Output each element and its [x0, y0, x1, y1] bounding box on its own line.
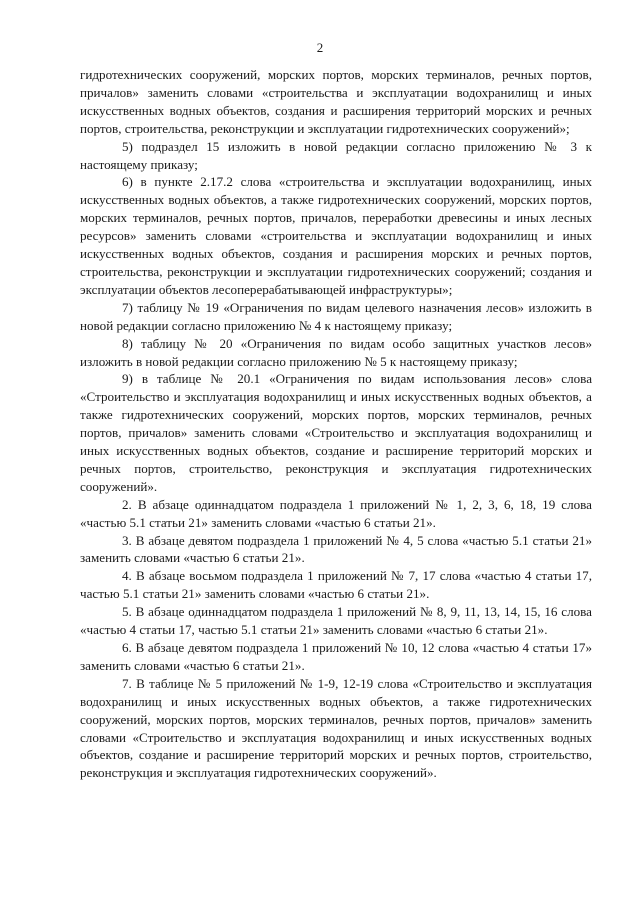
page-number: 2 [316, 40, 324, 55]
paragraph: 4. В абзаце восьмом подраздела 1 приложений № 7, 17 слова «частью 4 статьи 17, частью 5.1 статьи 21» заменить словами «частью 6 статьи 21». [80, 568, 592, 602]
paragraph: 9) в таблице № 20.1 «Ограничения по видам использования лесов» слова «Строительство и эксплуатация водохранилищ и иных искусственных водных объектов, а также гидротехнических сооружений, морских портов, морских терминалов, речных портов, причалов» заменить словами «Строительство и эксплуатация водохранилищ и иных искусственных водных объектов, создание и расширение территорий морских и речных портов, строительство, реконструкция и эксплуатация гидротехнических сооружений». [80, 371, 592, 494]
paragraph: 3. В абзаце девятом подраздела 1 приложений № 4, 5 слова «частью 5.1 статьи 21» заменить словами «частью 6 статьи 21». [80, 532, 592, 566]
paragraph: 2. В абзаце одиннадцатом подраздела 1 приложений № 1, 2, 3, 6, 18, 19 слова «частью 5.1 статьи 21» заменить словами «частью 6 статьи 21». [80, 496, 592, 530]
paragraph: 6) в пункте 2.17.2 слова «строительства и эксплуатации водохранилищ, иных искусственных водных объектов, а также гидротехнических сооружений, морских портов, морских терминалов, речных портов, причалов, переработки древесины и иных лесных ресурсов» заменить словами «строительства и эксплуатации водохранилищ и иных искусственных водных объектов, создания и расширения морских и речных портов, строительства, реконструкции и эксплуатации гидротехнических сооружений; создания и эксплуатации объектов лесоперерабатывающей инфраструктуры»; [80, 174, 592, 297]
paragraph: гидротехнических сооружений, морских портов, морских терминалов, речных портов, причалов» заменить словами «строительства и эксплуатации водохранилищ и иных искусственных водных объектов, создания и расширения территорий морских и речных портов, строительства, реконструкции и эксплуатации гидротехнических сооружений»; [80, 67, 592, 136]
paragraph: 8) таблицу № 20 «Ограничения по видам особо защитных участков лесов» изложить в новой редакции согласно приложению № 5 к настоящему приказу; [80, 335, 592, 369]
document-body [80, 66, 592, 782]
paragraph: 5. В абзаце одиннадцатом подраздела 1 приложений № 8, 9, 11, 13, 14, 15, 16 слова «частью 4 статьи 17, частью 5.1 статьи 21» заменить словами «частью 6 статьи 21». [80, 604, 592, 638]
paragraph: 5) подраздел 15 изложить в новой редакции согласно приложению № 3 к настоящему приказу; [80, 138, 592, 172]
paragraph: 7) таблицу № 19 «Ограничения по видам целевого назначения лесов» изложить в новой редакции согласно приложению № 4 к настоящему приказу; [80, 299, 592, 333]
paragraph: 7. В таблице № 5 приложений № 1-9, 12-19 слова «Строительство и эксплуатация водохранилищ и иных искусственных водных объектов, а также гидротехнических сооружений, морских портов, морских терминалов, речных портов, причалов» заменить словами «Строительство и эксплуатация водохранилищ и иных искусственных водных объектов, создание и расширение территорий морских и речных портов, строительство, реконструкция и эксплуатация гидротехнических сооружений». [80, 675, 592, 781]
paragraph: 6. В абзаце девятом подраздела 1 приложений № 10, 12 слова «частью 4 статьи 17» заменить словами «частью 6 статьи 21». [80, 640, 592, 673]
